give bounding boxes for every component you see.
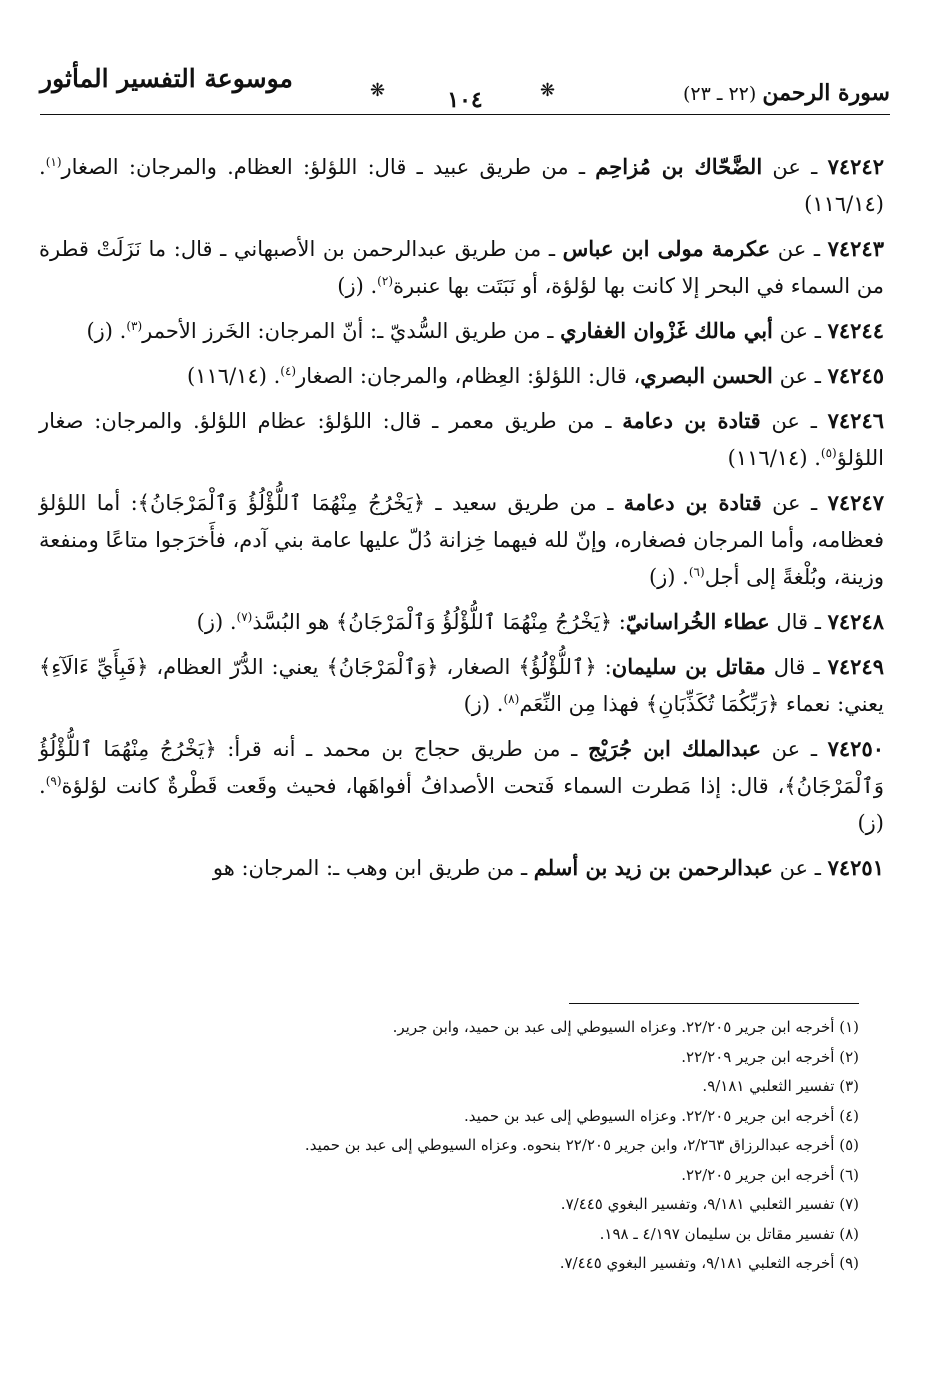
footnote-ref: (٣): [126, 319, 143, 333]
entry: [39, 484, 884, 596]
entry-source: . (ز): [86, 319, 127, 343]
narrator-name: الضَّحّاك بن مُزاحِم: [595, 154, 763, 179]
entry-intro: ـ عن: [762, 155, 828, 179]
header-rule: [40, 114, 890, 115]
footnote-ref: (١): [45, 155, 62, 169]
entry-number: ٧٤٢٤٧: [827, 490, 884, 515]
entry: [39, 603, 884, 641]
entry-number: ٧٤٢٥٠: [827, 736, 885, 761]
footnote: (٥) أخرجه عبدالرزاق ٢/٢٦٣، وابن جرير ٢٢/٢٠٥ بنحوه. وعزاه السيوطي إلى عبد بن حميد.: [304, 1136, 859, 1154]
footnote: (٢) أخرجه ابن جرير ٢٢/٢٠٩.: [681, 1047, 859, 1066]
entry-text: ، قال: اللؤلؤ: العِظام، والمرجان: الصغار: [296, 364, 641, 388]
entry-intro: ـ عن: [761, 737, 828, 761]
book-title: موسوعة التفسير المأثور: [40, 64, 293, 93]
entries-list: [39, 148, 884, 894]
footnote: (٩) أخرجه الثعلبي ٩/١٨١، وتفسير البغوي ٧/٤٤٥.: [559, 1254, 859, 1272]
footnote-ref: (٢): [377, 274, 393, 288]
footnote: (٤) أخرجه ابن جرير ٢٢/٢٠٥. وعزاه السيوطي إلى عبد بن حميد.: [464, 1106, 859, 1125]
entry-intro: ـ عن: [772, 319, 828, 343]
entry-number: ٧٤٢٤٨: [827, 609, 884, 634]
entry-source: . (ز): [463, 692, 504, 716]
ornament-right-icon: ❋: [540, 80, 556, 101]
entry: [39, 648, 884, 723]
footnotes: [59, 1013, 859, 1279]
footnote-separator: [569, 1003, 859, 1004]
entry-number: ٧٤٢٤٥: [827, 363, 884, 388]
narrator-name: أبي مالك غَزْوان الغفاري: [560, 318, 773, 343]
entry-text: ـ من طريق ابن وهب ـ: المرجان: هو: [212, 856, 534, 880]
entry-intro: ـ عن: [772, 856, 828, 880]
entry-source: . (ز): [39, 774, 884, 835]
narrator-name: عبدالملك ابن جُرَيْج: [587, 736, 762, 761]
entry-number: ٧٤٢٤٢: [827, 154, 884, 179]
ornament-left-icon: ❋: [370, 80, 386, 101]
entry-text: ـ من طريق سعيد ـ ﴿يَخْرُجُ مِنْهُمَا ٱللُّؤْلُؤُ وَٱلْمَرْجَانُ﴾: أما اللؤلؤ فعظامه، وأما المرجان فصغاره، وإنّ لله فيهما خِزانة دُلّ عليها عامة بني آدم، فأَخرَجوا متاعًا ومنفعة وزينة، وبُلْغةً إلى أجل: [39, 491, 884, 589]
entry-number: ٧٤٢٤٤: [827, 318, 884, 343]
entry: [39, 402, 884, 477]
verse-range: (٢٢ ـ ٢٣): [682, 83, 757, 105]
footnote-ref: (٩): [45, 774, 62, 788]
entry-intro: ـ عن: [761, 491, 828, 515]
entry-source: . (١١٦/١٤): [39, 155, 884, 216]
footnote: (٣) تفسير الثعلبي ٩/١٨١.: [702, 1077, 859, 1095]
page-number: ١٠٤: [447, 87, 483, 113]
entry-text: : ﴿ٱللُّؤْلُؤُ﴾ الصغار، ﴿وَٱلْمَرْجَانُ﴾ يعني: الدُّرّ العظام، ﴿فَبِأَيِّ ءَالَآءِ﴾ يعني: نعماء ﴿رَبِّكُمَا تُكَذِّبَانِ﴾ فهذا مِن النِّعَم: [39, 655, 884, 716]
footnote-ref: (٦): [688, 565, 705, 579]
entry-text: ـ من طريق معمر ـ قال: اللؤلؤ: عظام اللؤلؤ. والمرجان: صغار اللؤلؤ: [39, 409, 884, 470]
entry-number: ٧٤٢٤٩: [827, 654, 884, 679]
entry-source: . (١١٦/١٤): [187, 364, 281, 388]
entry-source: . (ز): [648, 565, 689, 589]
entry-number: ٧٤٢٤٣: [827, 236, 884, 261]
entry-text: : ﴿يَخْرُجُ مِنْهُمَا ٱللُّؤْلُؤُ وَٱلْمَرْجَانُ﴾ هو البُسَّذ: [252, 610, 626, 634]
entry-text: ـ من طريق عبدالرحمن بن الأصبهاني ـ قال: ما نَزَلَتْ قطرة من السماء في البحر إلا كانت بها لؤلؤة، أو نَبَتَت بها عنبرة: [39, 237, 884, 298]
narrator-name: عطاء الخُراسانيّ: [625, 609, 770, 634]
entry-intro: ـ قال: [765, 655, 828, 679]
narrator-name: مقاتل بن سليمان: [611, 654, 766, 679]
footnote-ref: (٤): [280, 364, 297, 378]
entry-source: . (١١٦/١٤): [727, 446, 821, 470]
narrator-name: قتادة بن دعامة: [622, 408, 761, 433]
footnote: (٦) أخرجه ابن جرير ٢٢/٢٠٥.: [681, 1165, 859, 1184]
entry-text: ـ من طريق عبيد ـ قال: اللؤلؤ: العظام. والمرجان: الصغار: [61, 155, 596, 179]
entry-source: . (ز): [196, 610, 237, 634]
entry-intro: ـ عن: [770, 237, 828, 261]
entry-intro: ـ عن: [772, 364, 828, 388]
entry: [39, 849, 884, 887]
surah-heading: [683, 80, 890, 106]
entry-source: . (ز): [337, 274, 378, 298]
entry-number: ٧٤٢٤٦: [827, 408, 885, 433]
surah-name: سورة الرحمن: [762, 80, 890, 106]
entry-intro: ـ عن: [760, 409, 828, 433]
footnote-ref: (٨): [503, 692, 520, 706]
footnote: (٧) تفسير الثعلبي ٩/١٨١، وتفسير البغوي ٧/٤٤٥.: [560, 1195, 859, 1213]
footnote-ref: (٧): [236, 610, 253, 624]
entry: [39, 730, 884, 842]
entry-number: ٧٤٢٥١: [827, 855, 884, 880]
entry: [39, 357, 884, 395]
footnote: (٨) تفسير مقاتل بن سليمان ٤/١٩٧ ـ ١٩٨.: [599, 1224, 859, 1243]
footnote-ref: (٥): [820, 446, 837, 460]
narrator-name: الحسن البصري: [640, 363, 773, 388]
running-header: [40, 62, 890, 112]
narrator-name: قتادة بن دعامة: [623, 490, 762, 515]
footnote: (١) أخرجه ابن جرير ٢٢/٢٠٥. وعزاه السيوطي إلى عبد بن حميد، وابن جرير.: [392, 1018, 859, 1036]
entry-intro: ـ قال: [769, 610, 828, 634]
entry: [39, 312, 884, 350]
entry: [39, 148, 884, 223]
narrator-name: عبدالرحمن بن زيد بن أسلم: [533, 855, 773, 880]
entry-text: ـ من طريق السُّديّ ـ: أنّ المرجان: الخَرز الأحمر: [142, 319, 561, 343]
entry-text: ـ من طريق حجاج بن محمد ـ أنه قرأ: ﴿يَخْرُجُ مِنْهُمَا ٱللُّؤْلُؤُ وَٱلْمَرْجَانُ﴾، قال: إذا مَطرت السماء فَتحت الأصدافُ أفواهَها، فحيث وقَعت قَطْرةٌ كانت لؤلؤة: [39, 737, 884, 798]
narrator-name: عكرمة مولى ابن عباس: [562, 236, 771, 261]
entry: [39, 230, 884, 305]
